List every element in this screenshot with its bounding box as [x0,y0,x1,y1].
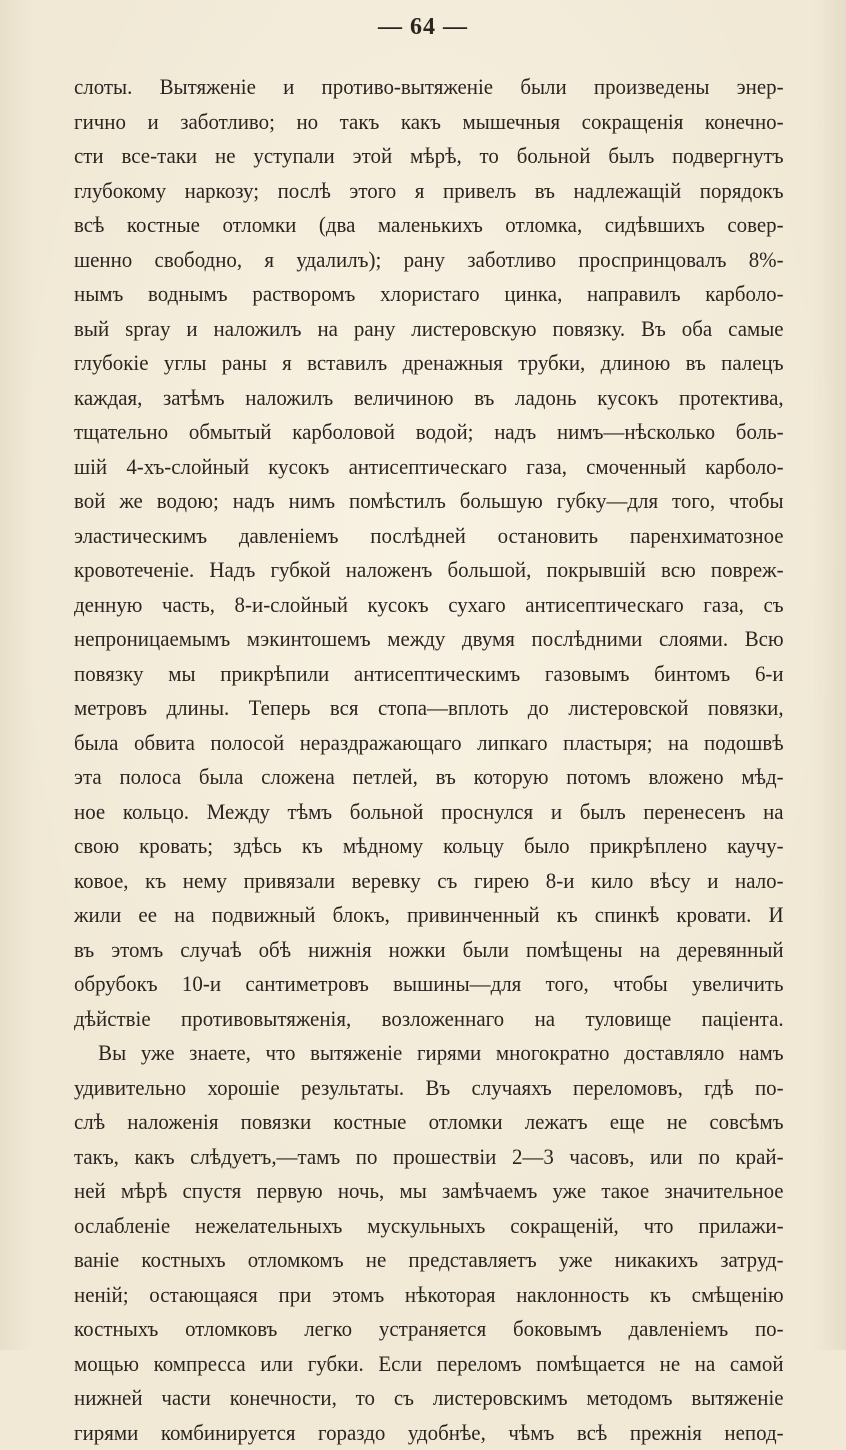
text-line: слѣ наложенія повязки костные отломки лежатъ еще не совсѣмъ [74,1105,784,1140]
text-line: дѣйствіе противовытяженія, возложеннаго на туловище паціента. [74,1002,784,1037]
text-line: шенно свободно, я удалилъ); рану заботливо проспринцовалъ 8%- [74,243,784,278]
text-line: шій 4-хъ-слойный кусокъ антисептическаго газа, смоченный карболо- [74,450,784,485]
text-line: каждая, затѣмъ наложилъ величиною въ ладонь кусокъ протектива, [74,381,784,416]
text-line: свою кровать; здѣсь къ мѣдному кольцу было прикрѣплено каучу- [74,829,784,864]
text-line: Вы уже знаете, что вытяженіе гирями многократно доставляло намъ [74,1036,784,1071]
text-line: непроницаемымъ мэкинтошемъ между двумя послѣдними слоями. Всю [74,622,784,657]
text-line: нымъ воднымъ растворомъ хлористаго цинка, направилъ карболо- [74,277,784,312]
text-line: обрубокъ 10-и сантиметровъ вышины—для того, чтобы увеличить [74,967,784,1002]
text-line: удивительно хорошіе результаты. Въ случаяхъ переломовъ, гдѣ по- [74,1071,784,1106]
text-line: ковое, къ нему привязали веревку съ гирею 8-и кило вѣсу и нало- [74,864,784,899]
text-line: ней мѣрѣ спустя первую ночь, мы замѣчаемъ уже такое значительное [74,1174,784,1209]
text-line: вый spray и наложилъ на рану листеровскую повязку. Въ оба самые [74,312,784,347]
text-line: метровъ длины. Теперь вся стопа—вплоть до листеровской повязки, [74,691,784,726]
text-line: ное кольцо. Между тѣмъ больной проснулся и былъ перенесенъ на [74,795,784,830]
text-line: была обвита полосой нераздражающаго липкаго пластыря; на подошвѣ [74,726,784,761]
text-line: мощью компресса или губки. Если переломъ помѣщается не на самой [74,1347,784,1382]
text-line: гично и заботливо; но такъ какъ мышечныя сокращенія конечно- [74,105,784,140]
page-number: — 64 — [0,14,846,41]
text-line: жили ее на подвижный блокъ, привинченный къ спинкѣ кровати. И [74,898,784,933]
text-line: повязку мы прикрѣпили антисептическимъ газовымъ бинтомъ 6-и [74,657,784,692]
text-line: вой же водою; надъ нимъ помѣстилъ большую губку—для того, чтобы [74,484,784,519]
text-line: въ этомъ случаѣ обѣ нижнія ножки были помѣщены на деревянный [74,933,784,968]
text-line: тщательно обмытый карболовой водой; надъ нимъ—нѣсколько боль- [74,415,784,450]
text-line: глубокіе углы раны я вставилъ дренажныя трубки, длиною въ палецъ [74,346,784,381]
text-line: всѣ костные отломки (два маленькихъ отломка, сидѣвшихъ совер- [74,208,784,243]
text-line: денную часть, 8-и-слойный кусокъ сухаго антисептическаго газа, съ [74,588,784,623]
text-line: ваніе костныхъ отломкомъ не представляетъ уже никакихъ затруд- [74,1243,784,1278]
text-line: костныхъ отломковъ легко устраняется боковымъ давленіемъ по- [74,1312,784,1347]
text-line: глубокому наркозу; послѣ этого я привелъ въ надлежащій порядокъ [74,174,784,209]
paragraph [74,1036,784,1450]
text-line: гирями комбинируется гораздо удобнѣе, чѣмъ всѣ прежнія непод- [74,1416,784,1450]
text-line: кровотеченіе. Надъ губкой наложенъ большой, покрывшій всю повреж- [74,553,784,588]
paragraph [74,70,784,1036]
text-line: неній; остающаяся при этомъ нѣкоторая наклонность къ смѣщенію [74,1278,784,1313]
text-line: такъ, какъ слѣдуетъ,—тамъ по прошествіи 2—3 часовъ, или по край- [74,1140,784,1175]
text-line: эластическимъ давленіемъ послѣдней остановить паренхиматозное [74,519,784,554]
text-line: слоты. Вытяженіе и противо-вытяженіе были произведены энер- [74,70,784,105]
text-line: сти все-таки не уступали этой мѣрѣ, то больной былъ подвергнутъ [74,139,784,174]
text-line: ослабленіе нежелательныхъ мускульныхъ сокращеній, что прилажи- [74,1209,784,1244]
text-line: эта полоса была сложена петлей, въ которую потомъ вложено мѣд- [74,760,784,795]
body-text [74,70,784,1450]
text-line: нижней части конечности, то съ листеровскимъ методомъ вытяженіе [74,1381,784,1416]
